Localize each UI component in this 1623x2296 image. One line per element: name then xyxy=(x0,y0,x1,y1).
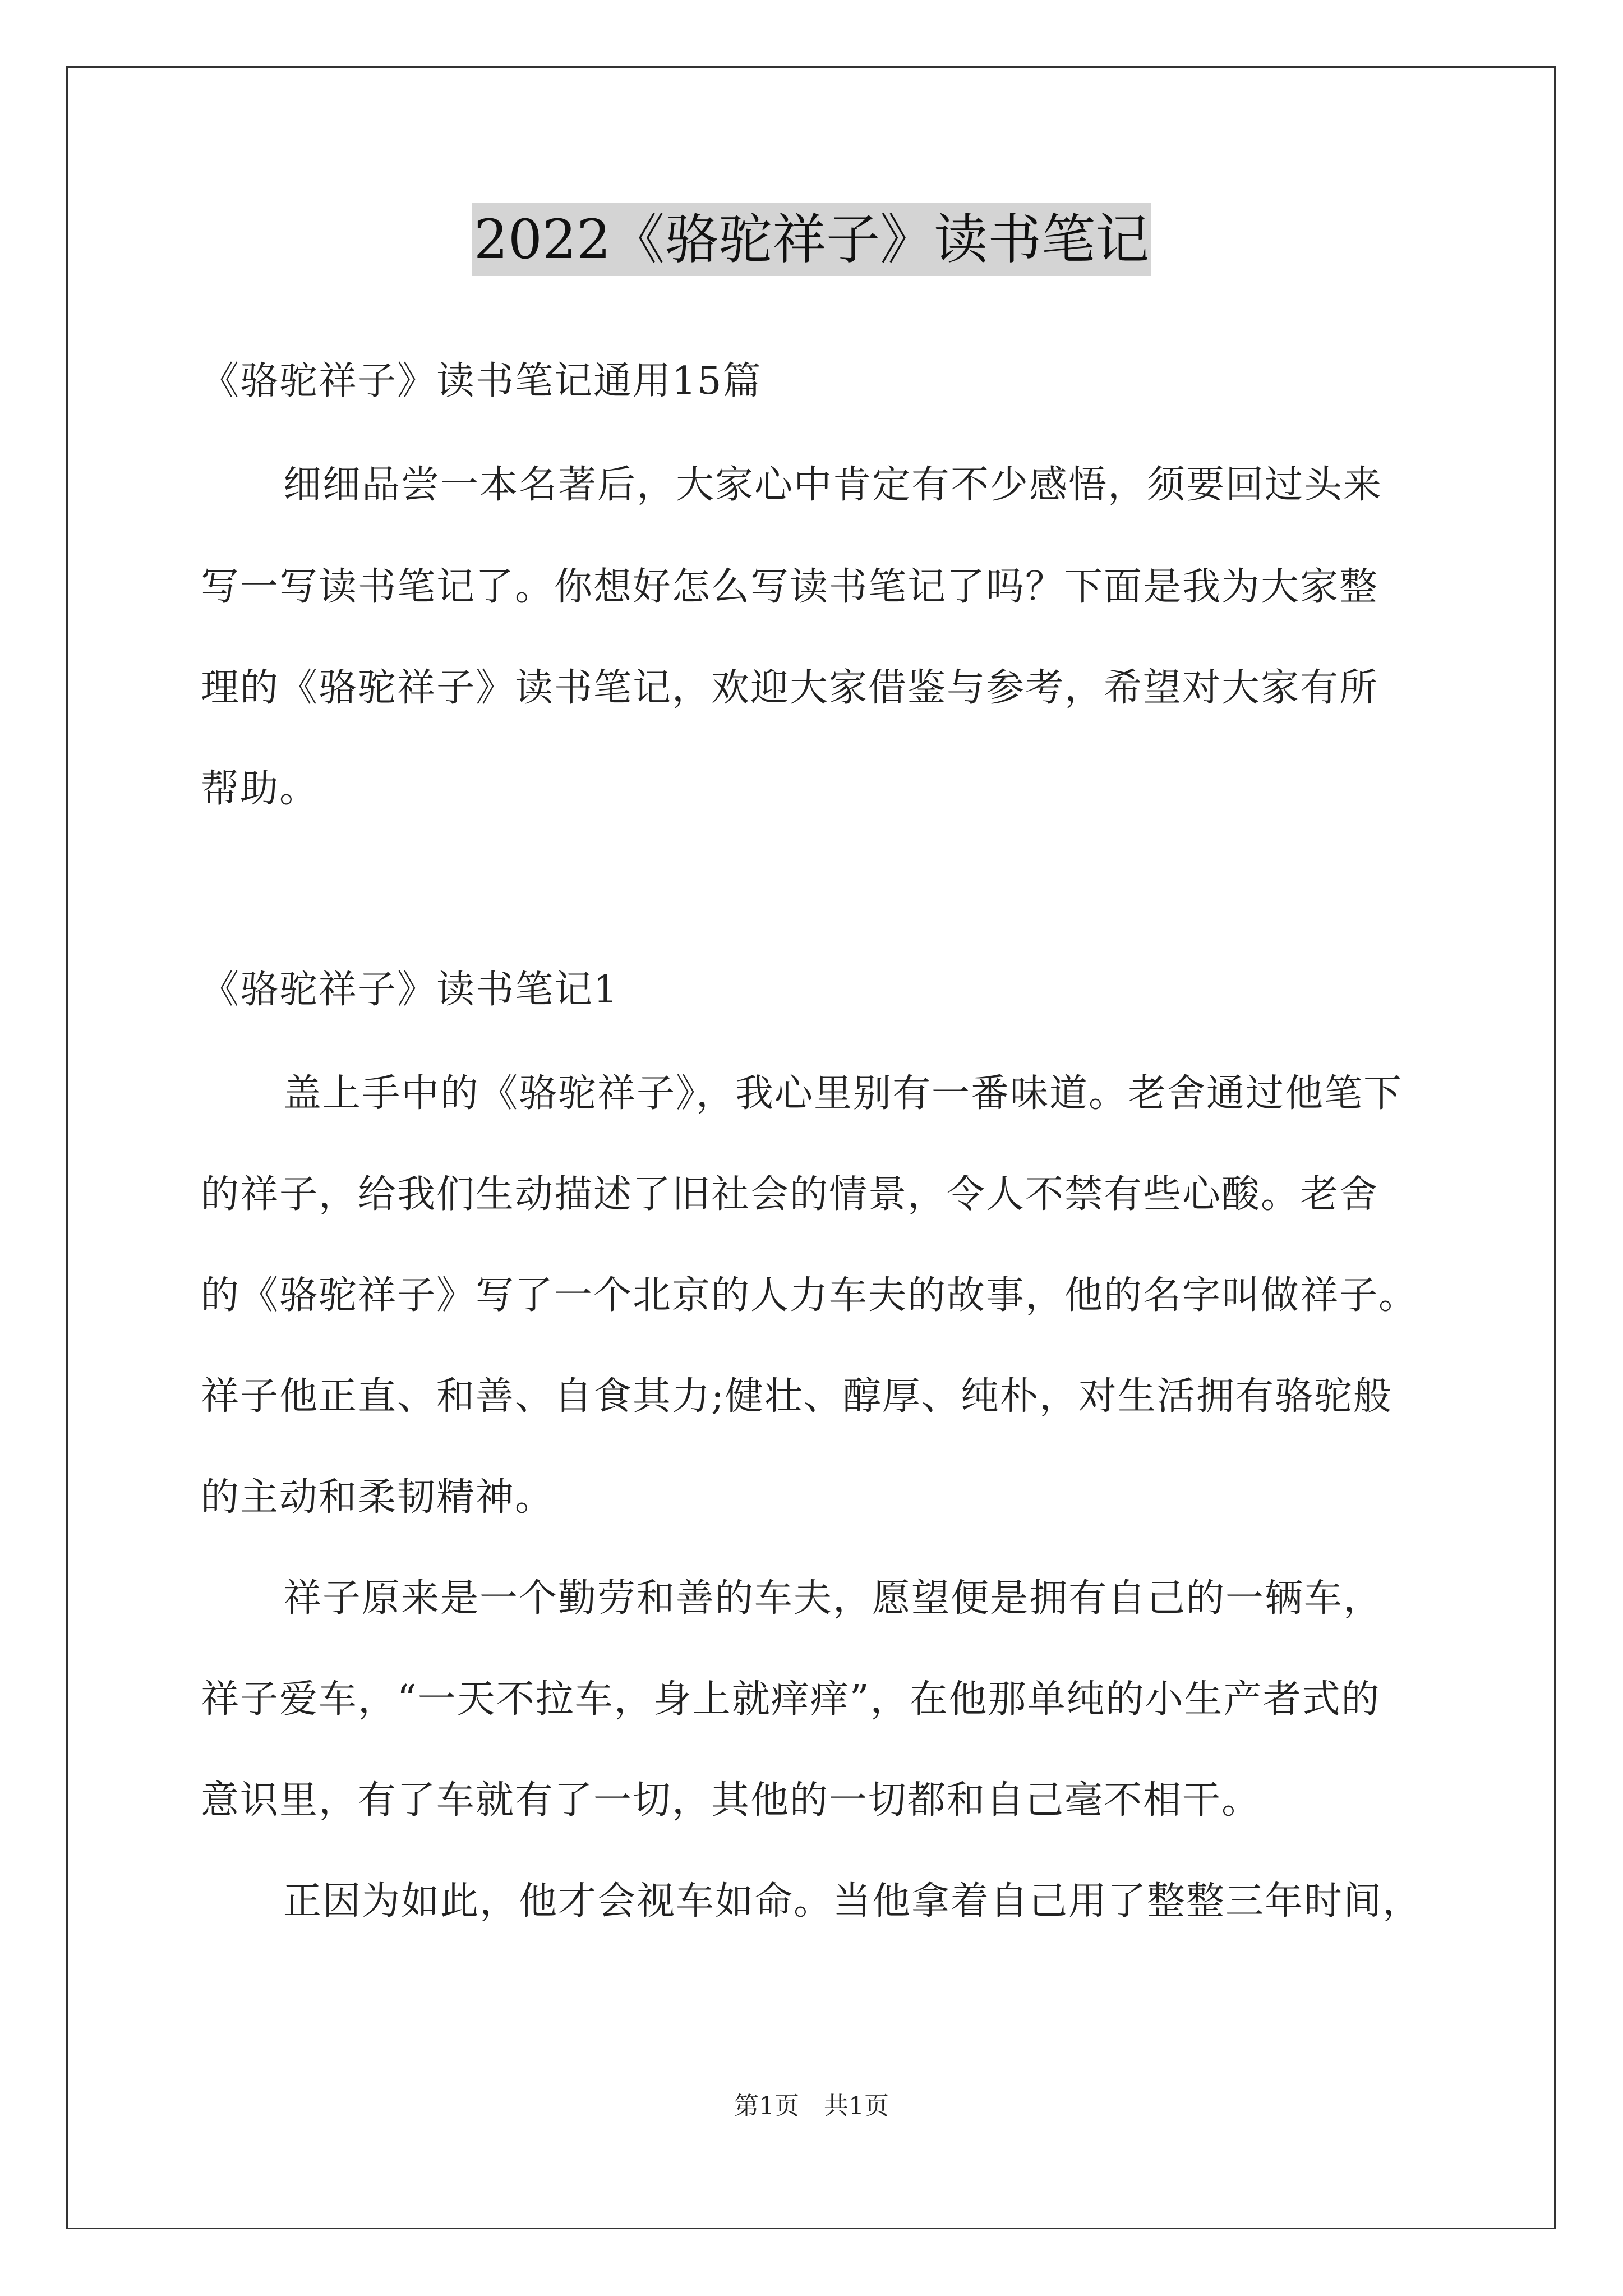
paragraph-line: 理的《骆驼祥子》读书笔记，欢迎大家借鉴与参考，希望对大家有所 xyxy=(201,666,1379,710)
page-number-footer: 第1页 共1页 xyxy=(734,2092,889,2120)
paragraph-line: 写一写读书笔记了。你想好怎么写读书笔记了吗？下面是我为大家整 xyxy=(201,565,1379,609)
paragraph-line: 祥子原来是一个勤劳和善的车夫，愿望便是拥有自己的一辆车， xyxy=(283,1576,1383,1621)
paragraph-line: 祥子他正直、和善、自食其力;健壮、醇厚、纯朴，对生活拥有骆驼般 xyxy=(201,1374,1393,1419)
paragraph-line: 的《骆驼祥子》写了一个北京的人力车夫的故事，他的名字叫做祥子。 xyxy=(201,1273,1418,1318)
paragraph-line: 意识里，有了车就有了一切，其他的一切都和自己毫不相干。 xyxy=(201,1778,1261,1823)
paragraph-line: 正因为如此，他才会视车如命。当他拿着自己用了整整三年时间， xyxy=(283,1879,1422,1924)
subtitle: 《骆驼祥子》读书笔记通用15篇 xyxy=(201,359,762,403)
paragraph-line: 盖上手中的《骆驼祥子》，我心里别有一番味道。老舍通过他笔下 xyxy=(283,1071,1403,1116)
paragraph-line: 的祥子，给我们生动描述了旧社会的情景，令人不禁有些心酸。老舍 xyxy=(201,1172,1379,1217)
paragraph-line: 帮助。 xyxy=(201,767,319,811)
section-heading: 《骆驼祥子》读书笔记1 xyxy=(201,968,619,1012)
document-title: 2022《骆驼祥子》读书笔记 xyxy=(472,203,1151,276)
paragraph-line: 的主动和柔韧精神。 xyxy=(201,1475,555,1520)
paragraph-line: 祥子爱车，“一天不拉车，身上就痒痒”，在他那单纯的小生产者式的 xyxy=(201,1677,1381,1722)
title-container xyxy=(0,203,1623,276)
paragraph-line: 细细品尝一本名著后，大家心中肯定有不少感悟，须要回过头来 xyxy=(283,463,1383,507)
